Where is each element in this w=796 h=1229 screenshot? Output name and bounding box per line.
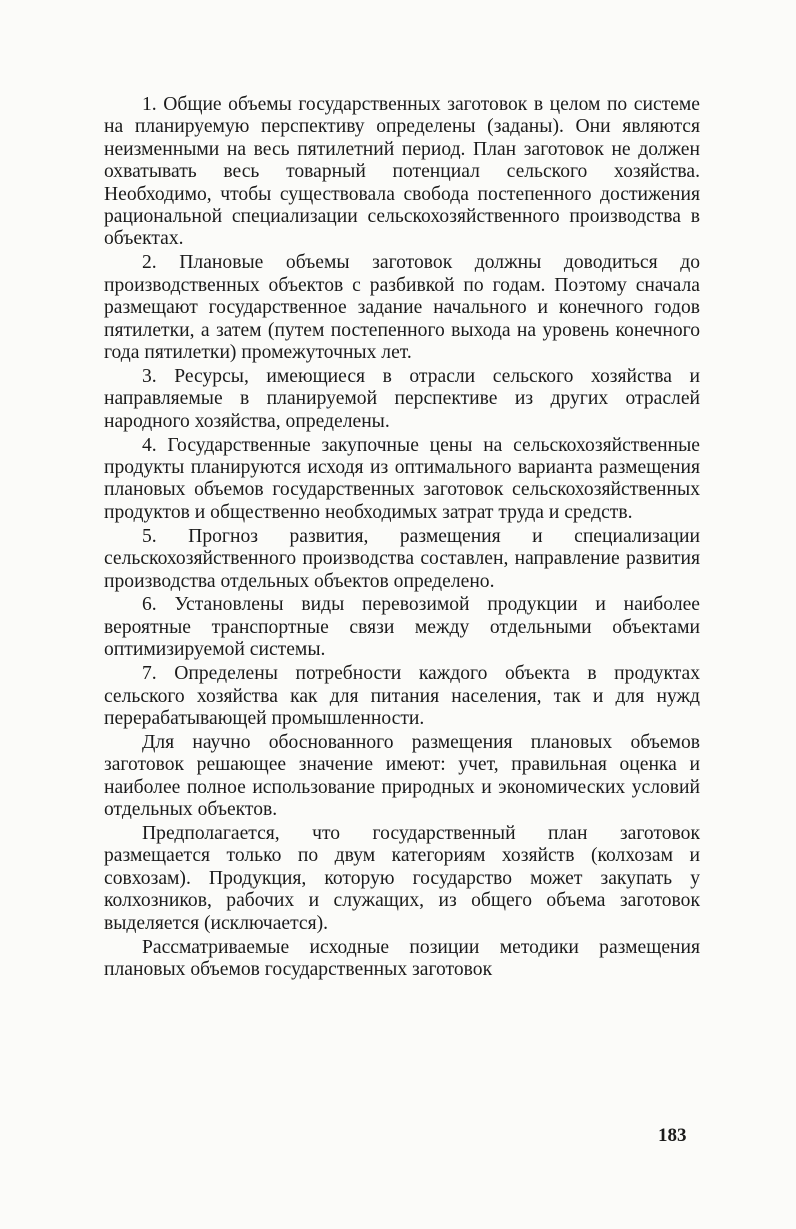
- paragraph-7: 7. Определены потребности каждого объекта в продуктах сельского хозяйства как для питания населения, так и для нужд перерабатывающей промышленности.: [104, 663, 700, 729]
- paragraph-3: 3. Ресурсы, имеющиеся в отрасли сельского хозяйства и направляемые в планируемой перспективе из других отраслей народного хозяйства, определены.: [104, 365, 700, 432]
- page-number: 183: [658, 1125, 687, 1146]
- paragraph-conditions: Для научно обоснованного размещения плановых объемов заготовок решающее значение имеют: учет, правильная оценка и наиболее полное использование природных и экономических условий отдельных объектов.: [104, 731, 700, 821]
- paragraph-6: 6. Установлены виды перевозимой продукции и наиболее вероятные транспортные связи между отдельными объектами оптимизируемой системы.: [104, 594, 700, 661]
- paragraph-1: 1. Общие объемы государственных заготовок в целом по системе на планируемую перспективу определены (заданы). Они являются неизменными на весь пятилетний период. План заготовок не должен охватывать весь товарный потенциал сельского хозяйства. Необходимо, чтобы существовала свобода постепенного достижения рациональной специализации сельскохозяйственного производства в объектах.: [104, 94, 700, 250]
- paragraph-4: 4. Государственные закупочные цены на сельскохозяйственные продукты планируются исходя из оптимального варианта размещения плановых объемов государственных заготовок сельскохозяйственных продуктов и общественно необходимых затрат труда и средств.: [104, 434, 700, 523]
- paragraph-2: 2. Плановые объемы заготовок должны доводиться до производственных объектов с разбивкой по годам. Поэтому сначала размещают государственное задание начального и конечного годов пятилетки, а затем (путем постепенного выхода на уровень конечного года пятилетки) промежуточных лет.: [104, 252, 700, 363]
- paragraph-closing: Рассматриваемые исходные позиции методики размещения плановых объемов государственных заготовок: [104, 936, 700, 980]
- paragraph-5: 5. Прогноз развития, размещения и специализации сельскохозяйственного производства составлен, направление развития производства отдельных объектов определено.: [104, 525, 700, 592]
- paragraph-assumption: Предполагается, что государственный план заготовок размещается только по двум категориям хозяйств (колхозам и совхозам). Продукция, которую государство может закупать у колхозников, рабочих и служащих, из общего объема заготовок выделяется (исключается).: [104, 823, 700, 934]
- body-text: [104, 94, 700, 983]
